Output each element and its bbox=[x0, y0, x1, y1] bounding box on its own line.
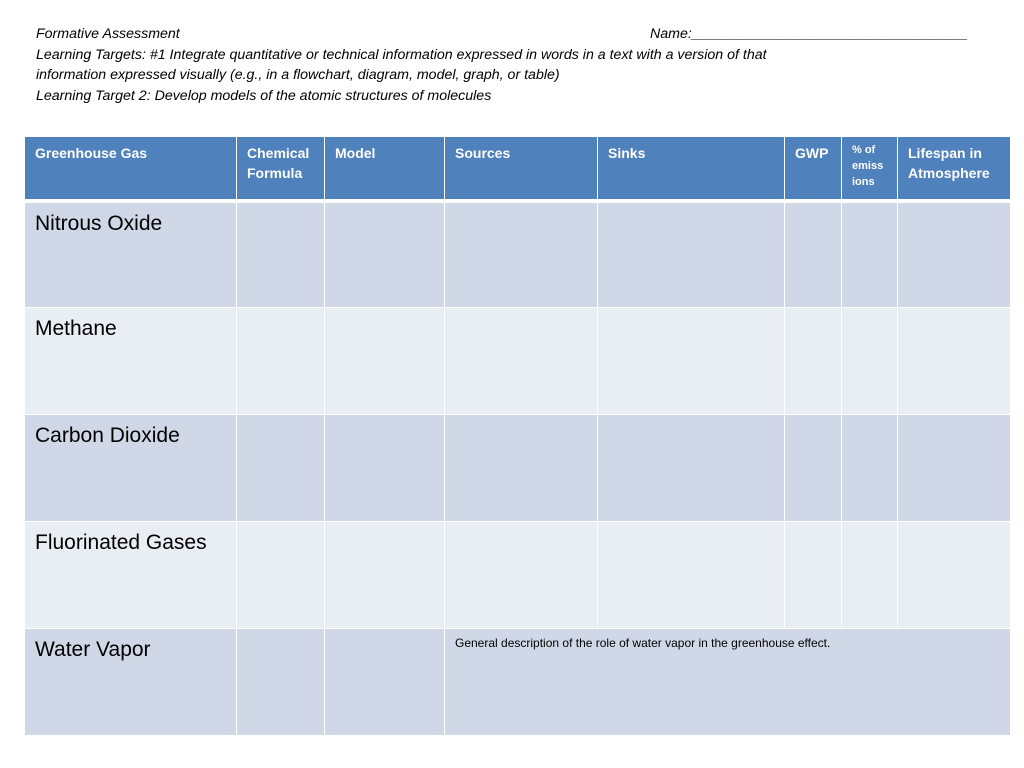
percent-emissions-cell[interactable] bbox=[842, 522, 898, 629]
chemical-formula-cell[interactable] bbox=[237, 201, 325, 308]
chemical-formula-cell[interactable] bbox=[237, 629, 325, 736]
table-header-row bbox=[25, 137, 1011, 201]
lifespan-cell[interactable] bbox=[898, 308, 1011, 415]
gas-name-cell: Water Vapor bbox=[25, 629, 237, 736]
col-header-gwp: GWP bbox=[785, 137, 842, 201]
table-row bbox=[25, 201, 1011, 308]
table-row bbox=[25, 522, 1011, 629]
greenhouse-gas-table bbox=[24, 136, 1011, 736]
col-header-sinks: Sinks bbox=[598, 137, 785, 201]
col-header-percent-emissions: % of emiss ions bbox=[842, 137, 898, 201]
sources-cell[interactable] bbox=[445, 201, 598, 308]
worksheet-header bbox=[36, 24, 1006, 106]
col-header-lifespan: Lifespan in Atmosphere bbox=[898, 137, 1011, 201]
table-row bbox=[25, 629, 1011, 736]
col-header-sources: Sources bbox=[445, 137, 598, 201]
worksheet-title: Formative Assessment bbox=[36, 26, 180, 42]
sources-cell[interactable] bbox=[445, 308, 598, 415]
sinks-cell[interactable] bbox=[598, 415, 785, 522]
learning-target-1: Learning Targets: #1 Integrate quantitative or technical information expressed in words in a text with a version of that bbox=[36, 46, 767, 63]
table-row bbox=[25, 308, 1011, 415]
percent-emissions-cell[interactable] bbox=[842, 415, 898, 522]
chemical-formula-cell[interactable] bbox=[237, 522, 325, 629]
gas-name-cell: Methane bbox=[25, 308, 237, 415]
lifespan-cell[interactable] bbox=[898, 201, 1011, 308]
chemical-formula-cell[interactable] bbox=[237, 308, 325, 415]
model-cell[interactable] bbox=[325, 201, 445, 308]
gwp-cell[interactable] bbox=[785, 415, 842, 522]
gwp-cell[interactable] bbox=[785, 201, 842, 308]
sinks-cell[interactable] bbox=[598, 308, 785, 415]
sources-cell[interactable] bbox=[445, 415, 598, 522]
header-row bbox=[36, 24, 1006, 45]
learning-target-1-cont: information expressed visually (e.g., in a flowchart, diagram, model, graph, or table) bbox=[36, 67, 560, 83]
gwp-cell[interactable] bbox=[785, 308, 842, 415]
model-cell[interactable] bbox=[325, 522, 445, 629]
sources-cell[interactable] bbox=[445, 522, 598, 629]
lifespan-cell[interactable] bbox=[898, 522, 1011, 629]
learning-target-2: Learning Target 2: Develop models of the atomic structures of molecules bbox=[36, 87, 492, 104]
table-row bbox=[25, 415, 1011, 522]
sinks-cell[interactable] bbox=[598, 201, 785, 308]
percent-emissions-cell[interactable] bbox=[842, 201, 898, 308]
model-cell[interactable] bbox=[325, 415, 445, 522]
col-header-greenhouse-gas: Greenhouse Gas bbox=[25, 137, 237, 201]
gas-name-cell: Nitrous Oxide bbox=[25, 201, 237, 308]
gas-name-cell: Carbon Dioxide bbox=[25, 415, 237, 522]
gas-name-cell: Fluorinated Gases bbox=[25, 522, 237, 629]
gwp-cell[interactable] bbox=[785, 522, 842, 629]
model-cell[interactable] bbox=[325, 629, 445, 736]
model-cell[interactable] bbox=[325, 308, 445, 415]
col-header-chemical-formula: Chemical Formula bbox=[237, 137, 325, 201]
name-field: Name:___________________________________ bbox=[650, 26, 968, 42]
percent-emissions-cell[interactable] bbox=[842, 308, 898, 415]
sinks-cell[interactable] bbox=[598, 522, 785, 629]
chemical-formula-cell[interactable] bbox=[237, 415, 325, 522]
lifespan-cell[interactable] bbox=[898, 415, 1011, 522]
col-header-model: Model bbox=[325, 137, 445, 201]
water-vapor-description-cell[interactable]: General description of the role of water vapor in the greenhouse effect. bbox=[445, 629, 1011, 736]
